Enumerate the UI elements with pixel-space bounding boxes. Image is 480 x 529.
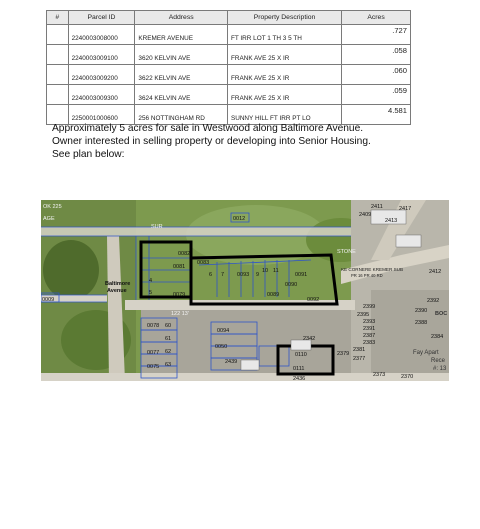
dimension-label: 122 13' [171, 311, 189, 317]
parcel-label: 0110 [295, 352, 307, 358]
description: FT IRR LOT 1 TH 3 5 TH [227, 25, 341, 45]
map-number: 2439 [225, 359, 238, 365]
map-number: 2436 [293, 376, 306, 381]
road-label-avenue: Avenue [107, 288, 127, 294]
map-number: 2412 [429, 269, 442, 275]
parcel-label: 0089 [267, 292, 280, 298]
col-header-acres: Acres [342, 11, 411, 25]
map-number: 2377 [353, 356, 366, 362]
parcel-label: 0082 [178, 251, 191, 257]
address: 256 NOTTINGHAM RD [135, 105, 228, 125]
map-number: 2370 [401, 374, 414, 380]
parcel-label: 0093 [237, 272, 250, 278]
acres: 4.581 [342, 105, 411, 125]
map-label: Rece [431, 358, 446, 364]
parcel-label: 0090 [285, 282, 298, 288]
row-num [47, 45, 69, 65]
parcel-id: 2240003009200 [68, 65, 135, 85]
address: 3622 KELVIN AVE [135, 65, 228, 85]
parcel-id: 2240003009300 [68, 85, 135, 105]
listing-description [52, 122, 392, 161]
road-top [41, 227, 351, 236]
road-label-baltimore: Baltimore [105, 281, 131, 287]
table-row [47, 85, 411, 105]
table-row [47, 45, 411, 65]
parcel-label: 0091 [295, 272, 308, 278]
acres: .059 [342, 85, 411, 105]
description: FRANK AVE 25 X IR [227, 85, 341, 105]
map-label: SUR [151, 224, 163, 230]
lot-number: 7 [221, 272, 225, 278]
map-label: #: 13 [433, 366, 447, 372]
map-number: 2373 [373, 372, 386, 378]
map-number: 2381 [353, 347, 366, 353]
lot-number: 11 [273, 268, 279, 274]
acres: .727 [342, 25, 411, 45]
col-header-description: Property Description [227, 11, 341, 25]
col-header-parcel-id: Parcel ID [68, 11, 135, 25]
map-number: 2393 [363, 319, 376, 325]
map-label: AGE [43, 216, 55, 222]
tree-cluster [43, 240, 99, 300]
parcel-label: 0012 [233, 216, 246, 222]
lot-number: 6 [209, 272, 213, 278]
row-num [47, 65, 69, 85]
parcel-label: 0092 [307, 297, 320, 303]
parcel-map [41, 200, 449, 381]
parcel-table [46, 10, 411, 125]
address: 3620 KELVIN AVE [135, 45, 228, 65]
map-number: 2383 [363, 340, 376, 346]
parcel-label: 0077 [147, 350, 160, 356]
parcel-label: 0111 [293, 366, 305, 372]
parcel-label: 0050 [215, 344, 228, 350]
table-row [47, 25, 411, 45]
col-header-address: Address [135, 11, 228, 25]
description-line-3: See plan below: [52, 149, 125, 160]
map-number: 2417 [399, 206, 412, 212]
lot-number: 4 [149, 278, 153, 284]
description: SUNNY HILL FT IRR PT LO [227, 105, 341, 125]
lot-number: 60 [165, 323, 172, 329]
col-header-num: # [47, 11, 69, 25]
acres: .060 [342, 65, 411, 85]
building [241, 360, 259, 370]
parcel-label: 0075 [147, 364, 160, 370]
map-number: 2342 [303, 336, 316, 342]
parcel-map-svg [41, 200, 449, 381]
parcel-label: 0094 [217, 328, 230, 334]
lot-number: 62 [165, 349, 172, 355]
lot-number: 10 [262, 268, 269, 274]
parcel-id: 2250001000600 [68, 105, 135, 125]
map-number: 2384 [431, 334, 444, 340]
parcel-label: 0078 [147, 323, 160, 329]
lot-number: 5 [149, 290, 153, 296]
map-label: BOC [435, 311, 448, 317]
description: FRANK AVE 25 X IR [227, 45, 341, 65]
map-number: 2388 [415, 320, 428, 326]
description: FRANK AVE 25 X IR [227, 65, 341, 85]
parcel-label: 0009 [42, 297, 55, 303]
map-number: 2387 [363, 333, 376, 339]
address: KREMER AVENUE [135, 25, 228, 45]
parcel-label: 0079 [173, 292, 186, 298]
table-header-row [47, 11, 411, 25]
parcel-id: 2240003008000 [68, 25, 135, 45]
lot-number: 9 [256, 272, 260, 278]
map-number: 2392 [427, 298, 440, 304]
lot-number: 63 [165, 362, 172, 368]
map-label: PR 16 PR 40 RD [351, 273, 383, 278]
map-label: KE CORNERE KREMER SUB [341, 267, 404, 272]
address: 3624 KELVIN AVE [135, 85, 228, 105]
lot-number: 61 [165, 336, 172, 342]
map-number: 2399 [363, 304, 376, 310]
road-bottom [41, 373, 449, 381]
map-label: STONE [337, 249, 356, 255]
map-number: 2409 [359, 212, 372, 218]
map-label: Fay Apart [413, 350, 439, 356]
table-row [47, 65, 411, 85]
parcel-label: 0083 [197, 260, 210, 266]
map-number: 2413 [385, 218, 398, 224]
acres: .058 [342, 45, 411, 65]
map-label: OK 225 [43, 204, 62, 210]
map-number: 2391 [363, 326, 376, 332]
parcel-id: 2240003009100 [68, 45, 135, 65]
parcel-label: 0081 [173, 264, 186, 270]
row-num [47, 85, 69, 105]
description-line-1: Approximately 5 acres for sale in Westwood along Baltimore Avenue. [52, 123, 364, 134]
map-number: 2379 [337, 351, 350, 357]
map-number: 2411 [371, 204, 383, 210]
row-num [47, 25, 69, 45]
description-line-2: Owner interested in selling property or developing into Senior Housing. [52, 136, 371, 147]
map-number: 2395 [357, 312, 370, 318]
building [396, 235, 421, 247]
map-number: 2390 [415, 308, 428, 314]
